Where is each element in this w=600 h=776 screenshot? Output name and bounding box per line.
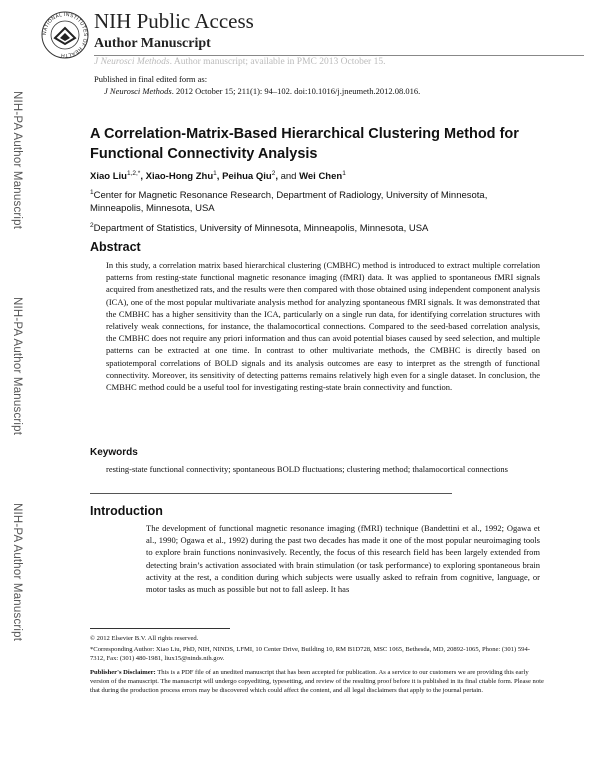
availability-line [94, 57, 385, 67]
abstract-text: In this study, a correlation matrix based hierarchical clustering (CMBHC) method is introduced to extract multiple correlation patterns from resting-state functional magnetic resonance imaging (fMRI) data. It was applied to spontaneous fMRI signals acquired from anesthetized rats, and the results were then compared with those obtained using independent component analysis (ICA), one of the most popular multivariate analysis method for analyzing spontaneous fMRI signals. It was demonstrated that the CMBHC has a higher sensitivity than the ICA, particularly on a single run data, for identifying correlation structures with relatively weak connections, for instance, the thalamocortical connections. Compared to the seed-based correlation analysis, the CMBHC does not require any priori information and thus can avoid potential biases caused by seed selection, and multiple patterns can be extracted at one time. In contrast to other multivariate methods, the CMBHC is directly based on spatiotemporal correlations of BOLD signals and its analysis outcomes are easy to interpret as the strength of functional connectivity. Moreover, its sensitivity of detecting patterns remains relatively high even for a single dataset. In conclusion, the CMBHC method could be a useful tool for investigating resting-state brain connectivity and function. [106, 260, 540, 393]
availability-text: . Author manuscript; available in PMC 2013 October 15. [169, 57, 386, 67]
author-list: Xiao Liu$^{1,2,*}$, Xiao-Hong Zhu$^1$, Peihua Qiu$^2$, and Wei Chen$^1$ [90, 170, 346, 183]
keywords-text: resting-state functional connectivity; spontaneous BOLD fluctuations; clustering method; thalamocortical connections [106, 464, 508, 474]
author-affiliation-marker: 1 [342, 170, 346, 177]
author-name: Xiao-Hong Zhu [145, 171, 214, 183]
introduction-text: The development of functional magnetic resonance imaging (fMRI) technique (Bandettini et al., 1992; Ogawa et al., 1990; Ogawa et al., 1992) during the past two decades has made it one of the most popular neuroimaging tools to explore brain functions noninvasively. Recently, the focus of this research field has been largely extended from detecting brain’s activation associated with brain stimulation (or task performance) to exploring spontaneous brain activity at the rest, a condition during which subjects were usually asked to refrain from cognitive, language, or motor tasks as much as possible but not to fall asleep. It has [146, 523, 540, 595]
published-line: Published in final edited form as: [94, 74, 208, 84]
sidebar-watermark: NIH-PA Author Manuscript [11, 90, 23, 230]
citation-details: . 2012 October 15; 211(1): 94–102. doi:10.1016/j.jneumeth.2012.08.016. [171, 86, 421, 96]
disclaimer-text: This is a PDF file of an unedited manuscript that has been accepted for publication. As a service to our customers we are providing this early version of the manuscript. The manuscript will undergo copyediting, typesetting, and review of the resulting proof before it is published in its final citable form. Please note that during the production process errors may be discovered which could affect the content, and all legal disclaimers that apply to the journal pertain. [90, 669, 544, 695]
sidebar-watermark: NIH-PA Author Manuscript [11, 296, 23, 436]
affiliation-text: Department of Statistics, University of Minnesota, Minneapolis, Minnesota, USA [93, 223, 429, 235]
affiliation-marker: 2 [90, 222, 94, 229]
affiliation [90, 186, 530, 215]
abstract-heading: Abstract [90, 240, 141, 254]
affiliation [90, 219, 530, 235]
nih-logo [40, 10, 90, 60]
sidebar-watermark: NIH-PA Author Manuscript [11, 502, 23, 642]
introduction-heading: Introduction [90, 504, 163, 518]
svg-text:NATIONAL INSTITUTES OF HEALTH: NATIONAL INSTITUTES OF HEALTH [41, 11, 89, 59]
author-manuscript-label: Author Manuscript [94, 36, 211, 51]
keywords-divider [90, 493, 452, 494]
footnote-divider [90, 628, 230, 629]
header-divider [94, 55, 584, 56]
disclaimer-label: Publisher's Disclaimer: [90, 669, 156, 676]
author-name: Wei Chen [299, 171, 343, 183]
affiliation-marker: 1 [90, 189, 94, 196]
author-affiliation-marker: 2 [271, 170, 276, 177]
nih-public-access-title: NIH Public Access [94, 9, 254, 33]
publisher-disclaimer [90, 668, 544, 696]
journal-short: J Neurosci Methods [94, 57, 170, 67]
citation-journal: J Neurosci Methods [104, 86, 172, 96]
keywords-heading: Keywords [90, 447, 138, 458]
author-affiliation-marker: 1,2,* [126, 170, 141, 177]
paper-title: A Correlation-Matrix-Based Hierarchical Clustering Method for Functional Connectivity Analysis [90, 126, 519, 162]
affiliation-text: Center for Magnetic Resonance Research, Department of Radiology, University of Minnesota, Minneapolis, Minnesota, USA [90, 190, 488, 215]
author-name: Xiao Liu [90, 171, 127, 183]
author-name: Peihua Qiu [222, 171, 272, 183]
citation [104, 86, 420, 96]
author-affiliation-marker: 1 [213, 170, 217, 177]
copyright-notice: © 2012 Elsevier B.V. All rights reserved. [90, 635, 199, 642]
corresponding-author-note: *Corresponding Author: Xiao Liu, PhD, NIH, NINDS, LFMI, 10 Center Drive, Building 10, RM B1D728, MSC 1065, Bethesda, MD, 20892-1065, Phone: (301) 594-7312, Fax: (301) 480-1981, liux15@ninds.nih.gov. [90, 646, 530, 663]
